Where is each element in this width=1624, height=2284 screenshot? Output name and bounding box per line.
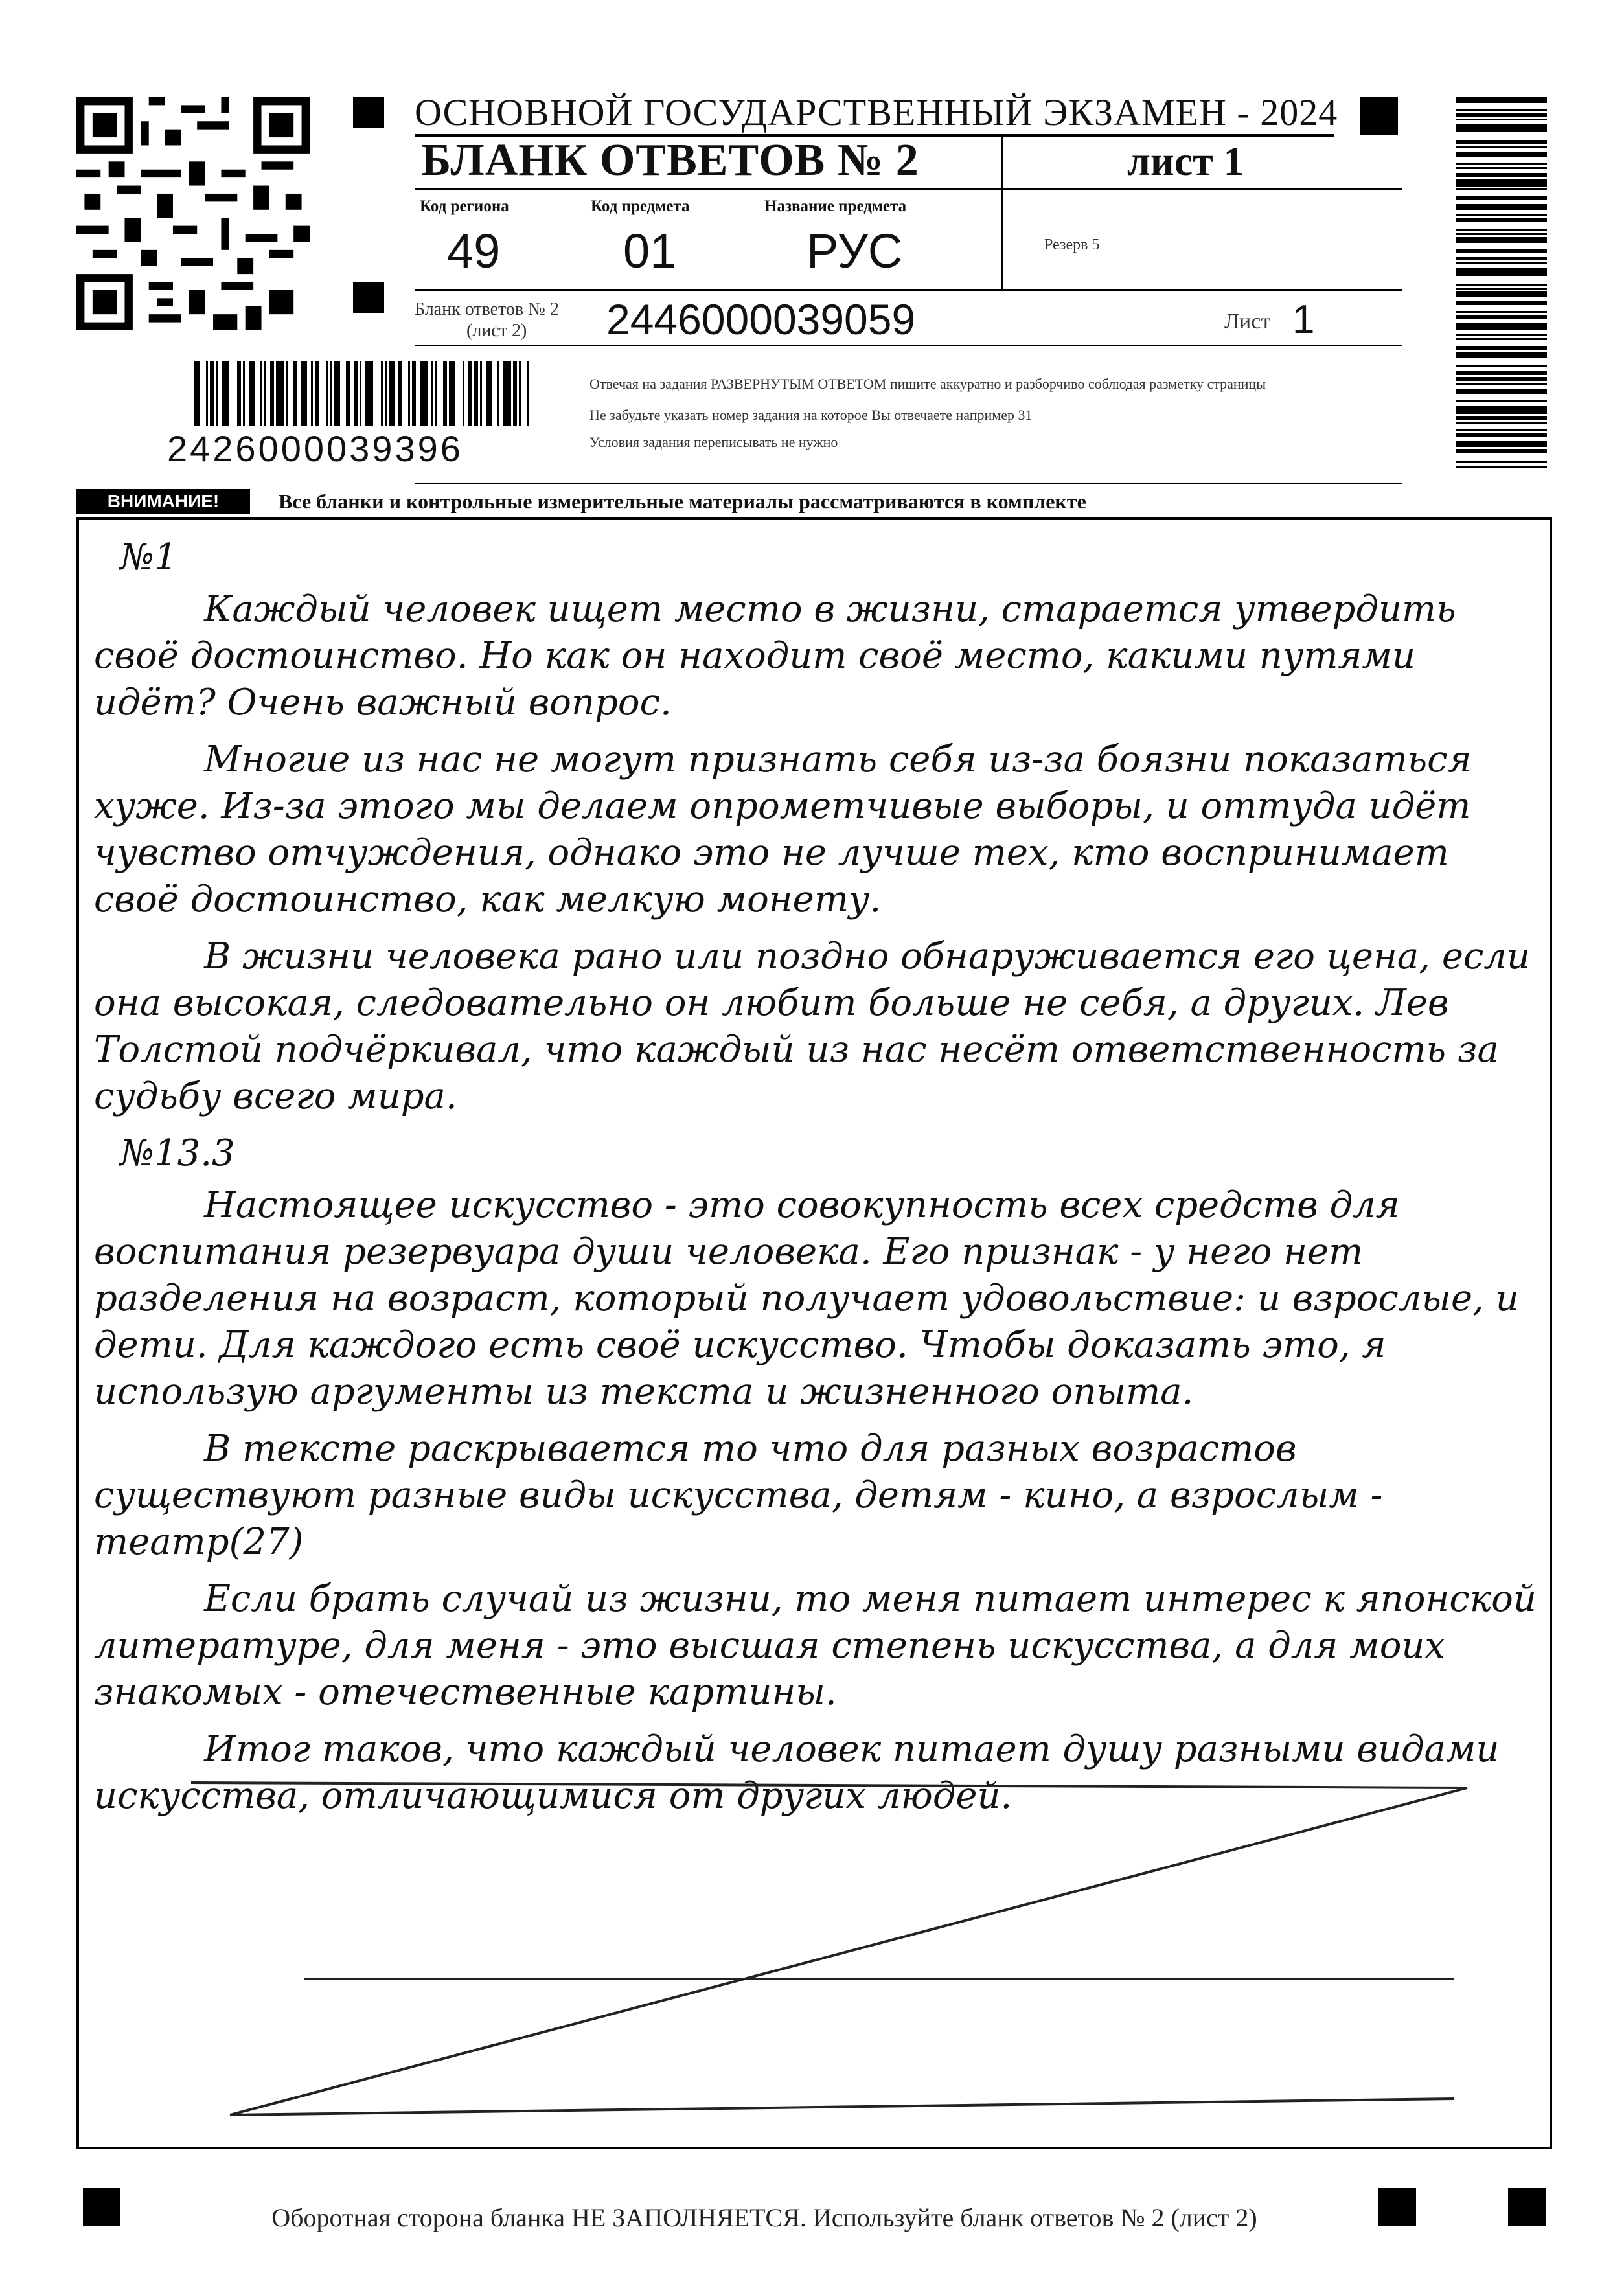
sheet-label: Лист [1224, 310, 1271, 334]
answer-paragraph-2: Многие из нас не могут признать себя из-за боязни показаться хуже. Из-за этого мы делаем опрометчивые выборы, и оттуда идёт чувство отчуждения, однако это не лучше тех, кто воспринимает своё достоинство, как мелкую монету. [94, 738, 1472, 920]
region-code-label: Код региона [420, 198, 509, 215]
sheet-number: 1 [1292, 297, 1315, 342]
exam-title: ОСНОВНОЙ ГОСУДАРСТВЕННЫЙ ЭКЗАМЕН - 2024 [415, 91, 1338, 133]
task-1-number: №1 [120, 536, 177, 578]
task-2-number: №13.3 [120, 1132, 235, 1174]
blank-label-line2: (лист 2) [466, 321, 527, 341]
subject-code-label: Код предмета [591, 198, 690, 215]
answer-paragraph-3: В жизни человека рано или поздно обнаруживается его цена, если она высокая, следовательно он любит больше не себя, а других. Лев Толстой подчёркивал, что каждый из нас несёт ответственность за судьбу всего мира. [94, 935, 1531, 1117]
note-line-1: Отвечая на задания РАЗВЕРНУТЫМ ОТВЕТОМ пишите аккуратно и разборчиво соблюдая разметку страницы [589, 376, 1266, 392]
note-line-2: Не забудьте указать номер задания на которое Вы отвечаете например 31 [589, 407, 1033, 423]
warning-text: Все бланки и контрольные измерительные материалы рассматриваются в комплекте [279, 490, 1086, 513]
subject-name-label: Название предмета [764, 198, 907, 215]
footer-note: Оборотная сторона бланка НЕ ЗАПОЛНЯЕТСЯ. Используйте бланк ответов № 2 (лист 2) [271, 2203, 1257, 2232]
subject-name-value: РУС [806, 224, 903, 278]
region-code-value: 49 [447, 224, 501, 278]
subject-code-value: 01 [623, 224, 677, 278]
reserve-label: Резерв 5 [1044, 236, 1100, 253]
answer-paragraph-7: Итог таков, что каждый человек питает душу разными видами искусства, отличающимися от других людей. [94, 1728, 1500, 1817]
sheet-title: лист 1 [1127, 138, 1244, 184]
blank-number: 2446000039059 [606, 295, 916, 343]
answer-paragraph-1: Каждый человек ищет место в жизни, старается утвердить своё достоинство. Но как он находит своё место, какими путями идёт? Очень важный вопрос. [94, 588, 1456, 724]
answer-paragraph-4: Настоящее искусство - это совокупность всех средств для воспитания резервуара души человека. Его признак - у него нет разделения на возраст, который получает удовольствие: и взрослые, и дети. Для каждого есть своё искусство. Чтобы доказать это, я использую аргументы из текста и жизненного опыта. [94, 1184, 1519, 1413]
blank-label-line1: Бланк ответов № 2 [415, 299, 559, 319]
answer-paragraph-6: Если брать случай из жизни, то меня питает интерес к японской литературе, для меня - это высшая степень искусства, а для моих знакомых - отечественные картины. [94, 1578, 1537, 1713]
barcode-number: 2426000039396 [167, 428, 463, 469]
warning-badge: ВНИМАНИЕ! [76, 489, 250, 514]
blank-title: БЛАНК ОТВЕТОВ № 2 [421, 135, 919, 185]
note-line-3: Условия задания переписывать не нужно [589, 434, 838, 450]
answer-paragraph-5: В тексте раскрывается то что для разных возрастов существуют разные виды искусства, детям - кино, а взрослым - театр(27) [94, 1428, 1383, 1563]
